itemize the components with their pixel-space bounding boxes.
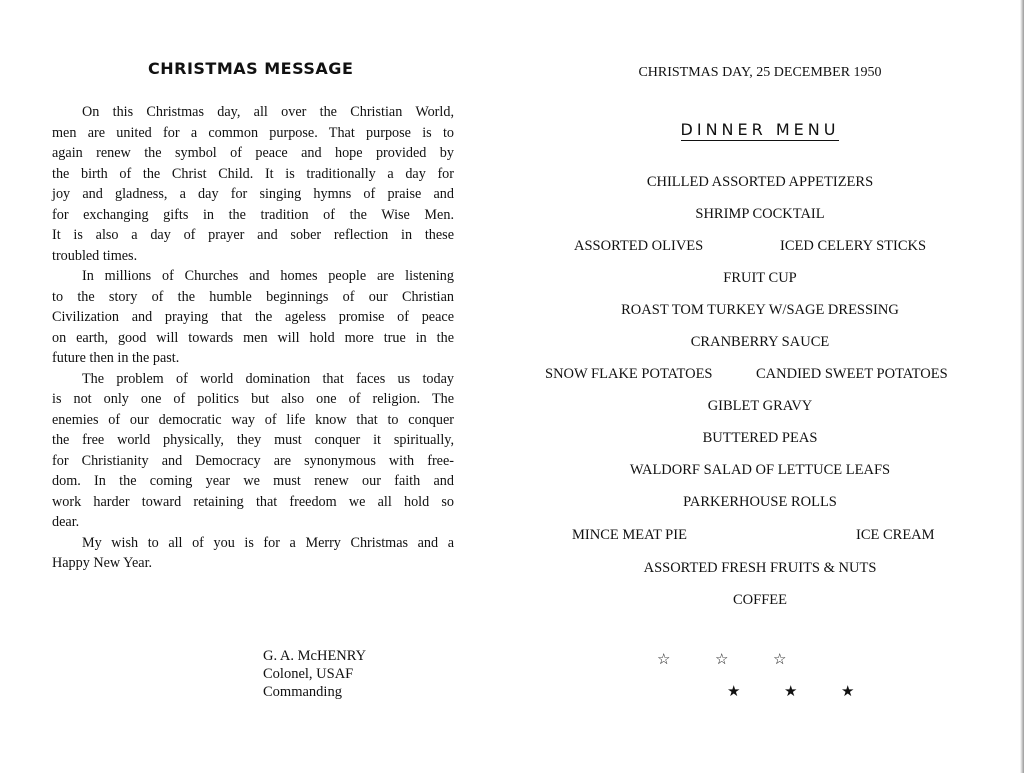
page-edge xyxy=(1020,0,1024,773)
menu-title-wrap xyxy=(545,120,975,140)
message-line: future then in the past. xyxy=(52,350,180,366)
message-line: My wish to all of you is for a Merry Christmas and a xyxy=(82,534,454,551)
message-line: Civilization and praying that the ageless promise of peace xyxy=(52,309,454,325)
menu-item: ASSORTED OLIVES xyxy=(574,238,704,254)
filled-star-icon: ★ xyxy=(727,684,741,700)
menu-title: DINNER MENU xyxy=(680,120,840,139)
menu-item: MINCE MEAT PIE xyxy=(572,527,687,543)
menu-item: ASSORTED FRESH FRUITS & NUTS xyxy=(643,560,877,576)
message-line: dom. In the coming year we must renew our faith and xyxy=(52,473,454,489)
message-line: the birth of the Christ Child. It is traditionally a day for xyxy=(52,165,454,182)
menu-item: GIBLET GRAVY xyxy=(707,398,813,414)
menu-item: COFFEE xyxy=(733,592,787,608)
message-line: the free world physically, they must conquer it spiritually, xyxy=(52,432,454,448)
menu-item: CANDIED SWEET POTATOES xyxy=(756,366,948,382)
menu-item: CHILLED ASSORTED APPETIZERS xyxy=(646,174,874,190)
message-line: The problem of world domination that faces us today xyxy=(82,370,454,387)
message-line: enemies of our democratic way of life know that to conquer xyxy=(52,411,454,428)
menu-item: WALDORF SALAD OF LETTUCE LEAFS xyxy=(629,462,891,478)
menu-item: SHRIMP COCKTAIL xyxy=(695,206,825,222)
message-line: for Christianity and Democracy are synonymous with free- xyxy=(52,452,454,469)
signature-name: G. A. McHENRY xyxy=(263,648,367,664)
menu-item: ROAST TOM TURKEY W/SAGE DRESSING xyxy=(621,302,899,318)
outline-star-icon: ☆ xyxy=(773,652,787,668)
filled-star-icon: ★ xyxy=(841,684,855,700)
message-line: joy and gladness, a day for singing hymns of praise and xyxy=(52,186,454,202)
message-line: to the story of the humble beginnings of our Christian xyxy=(52,288,454,305)
menu-item: FRUIT CUP xyxy=(723,270,797,286)
outline-star-icon: ☆ xyxy=(715,652,729,668)
message-line: work harder toward retaining that freedom we all hold so xyxy=(52,493,454,510)
signature-rank: Colonel, USAF xyxy=(263,666,354,682)
signature-role: Commanding xyxy=(263,684,342,700)
menu-item: SNOW FLAKE POTATOES xyxy=(545,366,713,382)
menu-item: ICE CREAM xyxy=(856,527,935,543)
menu-item: PARKERHOUSE ROLLS xyxy=(683,494,837,510)
message-line: troubled times. xyxy=(52,247,138,264)
message-title: CHRISTMAS MESSAGE xyxy=(148,59,354,78)
message-line: on earth, good will towards men will hold more true in the xyxy=(52,329,454,346)
menu-item: ICED CELERY STICKS xyxy=(780,238,927,254)
message-line: men are united for a common purpose. That purpose is to xyxy=(52,124,454,141)
menu-item: BUTTERED PEAS xyxy=(702,430,818,446)
message-line: Happy New Year. xyxy=(52,555,153,571)
outline-star-icon: ☆ xyxy=(657,652,671,668)
message-line: dear. xyxy=(52,514,80,530)
message-line: It is also a day of prayer and sober reflection in these xyxy=(52,227,454,243)
filled-star-icon: ★ xyxy=(784,684,798,700)
date-line: CHRISTMAS DAY, 25 DECEMBER 1950 xyxy=(638,65,882,80)
message-line: again renew the symbol of peace and hope provided by xyxy=(52,145,454,161)
message-line: On this Christmas day, all over the Christian World, xyxy=(82,104,454,120)
message-line: In millions of Churches and homes people are listening xyxy=(82,268,454,284)
menu-item: CRANBERRY SAUCE xyxy=(690,334,830,350)
message-line: for exchanging gifts in the tradition of the Wise Men. xyxy=(52,206,454,223)
message-line: is not only one of politics but also one of religion. The xyxy=(52,391,454,407)
